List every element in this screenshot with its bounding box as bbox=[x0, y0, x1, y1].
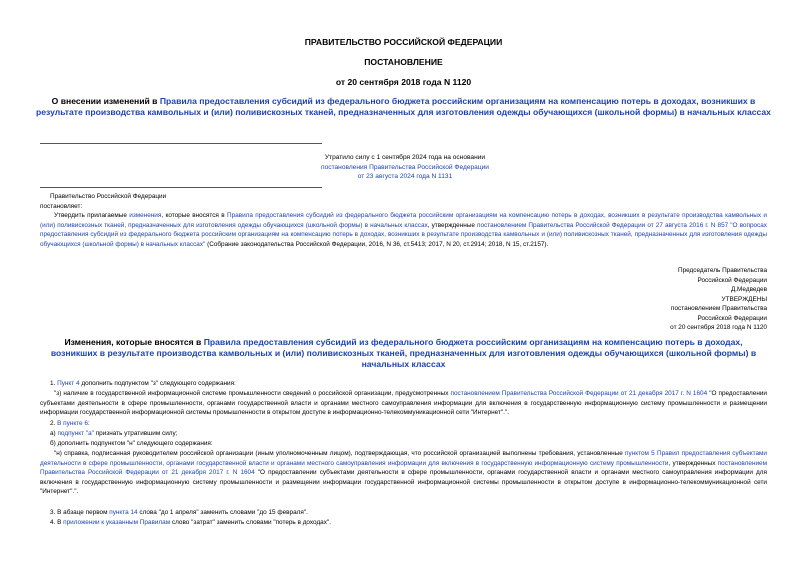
text: "О предоставлении субъектами деятельности в сфере промышленности, органами государственной власти и органами местного самоуправления информации для включения в государственную информационную систему промышленности и размещении информации государственной информационной системы промышленности в открытом доступе в информационно-телекоммуникационной сети "Интернет".". bbox=[40, 469, 767, 496]
approved-date: от 20 сентября 2018 года N 1120 bbox=[670, 324, 767, 331]
repeal-notice bbox=[200, 153, 610, 182]
doc-type-heading: ПОСТАНОВЛЕНИЕ bbox=[364, 57, 443, 67]
repeal-decree-date-link[interactable]: от 23 августа 2024 года N 1131 bbox=[357, 173, 453, 180]
text: 3. В абзаце первом bbox=[50, 509, 110, 516]
repeal-decree-link[interactable]: постановления Правительства Российской Федерации bbox=[321, 163, 489, 171]
item-3 bbox=[50, 508, 308, 518]
signer-role-country: Российской Федерации bbox=[697, 276, 767, 284]
point-4-link[interactable]: Пункт 4 bbox=[57, 380, 80, 387]
separator-line bbox=[40, 187, 322, 188]
rules-link[interactable]: Правила предоставления субсидий из федерального бюджета российским организациям на компенсацию потерь в доходах, возникших в результате производства камвольных и (или) поливискозных тканей, предназначенных для изготовления одежды обучающихся (школьной формы) в начальных классах bbox=[50, 337, 757, 369]
document-title bbox=[30, 96, 777, 118]
point-14-link[interactable]: пункта 14 bbox=[109, 509, 138, 516]
appendix-link[interactable]: приложении к указанным Правилам bbox=[63, 519, 171, 526]
rules-link[interactable]: Правила предоставления субсидий из федерального бюджета российским организациям на компенсацию потерь в доходах, возникших в результате производства камвольных и (или) поливискозных тканей, предназначенных для изготовления одежды обучающихся (школьной формы) в начальных классах bbox=[36, 96, 771, 117]
signer-role: Председатель Правительства bbox=[678, 267, 767, 274]
preamble-government: Правительство Российской Федерации bbox=[50, 193, 167, 200]
text: дополнить подпунктом "з" следующего содержания: bbox=[79, 380, 236, 387]
subpoint-z bbox=[40, 389, 767, 418]
text: (Собрание законодательства Российской Федерации, 2016, N 36, ст.5413; 2017, N 20, ст.2914; 2018, N 15, ст.2157). bbox=[205, 240, 549, 248]
item-4 bbox=[50, 518, 331, 528]
subpoint-n bbox=[40, 449, 767, 497]
subpoint-a-link[interactable]: подпункт "а" bbox=[57, 430, 94, 437]
text: , утвержденные bbox=[427, 221, 478, 229]
item-2 bbox=[50, 419, 90, 429]
text: слово "затрат" заменить словами "потерь в доходах". bbox=[170, 519, 331, 526]
signature-block bbox=[670, 266, 767, 333]
text: "н) справка, подписанная руководителем российской организации (иным уполномоченным лицом), подтверждающая, что российской организацией выполнены требования, установленные bbox=[54, 450, 626, 457]
text: , которые вносятся в bbox=[161, 212, 227, 219]
decree-1604-link[interactable]: постановлением Правительства Российской Федерации от 21 декабря 2017 г. N 1604 bbox=[40, 459, 767, 477]
item-number: 1. bbox=[50, 380, 58, 387]
separator-line bbox=[40, 143, 322, 144]
text: "з) наличие в государственной информационной системе промышленности сведений о российской организации, предусмотренных bbox=[54, 390, 451, 397]
org-heading: ПРАВИТЕЛЬСТВО РОССИЙСКОЙ ФЕДЕРАЦИИ bbox=[304, 37, 503, 47]
date-number-heading: от 20 сентября 2018 года N 1120 bbox=[335, 77, 472, 87]
approved-by-country: Российской Федерации bbox=[697, 314, 767, 322]
item-1 bbox=[50, 379, 236, 389]
changes-link[interactable]: изменения bbox=[129, 212, 162, 219]
point-6-link[interactable]: В пункте 6 bbox=[57, 420, 88, 427]
text: , утвержденных bbox=[668, 459, 718, 467]
decree-1604-link[interactable]: постановлением Правительства Российской Федерации от 21 декабря 2017 г. N 1604 bbox=[450, 390, 708, 397]
changes-title-prefix: Изменения, которые вносятся в bbox=[64, 337, 204, 347]
text: "О предоставлении субъектами деятельности в сфере промышленности, органами государственной власти и органами местного самоуправления информации для включения в государственную информационную систему промышленности и размещении информации государственной информационной системы промышленности в открытом доступе в информационно-телекоммуникационной сети "Интернет".". bbox=[40, 390, 767, 417]
text: слова "до 1 апреля" заменить словами "до 15 февраля". bbox=[137, 509, 308, 516]
decree-857-link[interactable]: постановлением Правительства Российской Федерации от 27 августа 2016 г. N 857 "О вопросах предоставления субсидий из федерального бюджета российским организациям на компенсацию потерь в доходах, возникших в результате производства камвольных и (или) поливискозных тканей, предназначенных для изготовления одежды обучающихся (школьной формы) в начальных классах" bbox=[40, 221, 767, 248]
approved-label: УТВЕРЖДЕНЫ bbox=[721, 295, 767, 303]
preamble-decrees: постановляет: bbox=[40, 203, 83, 210]
text: : bbox=[87, 420, 90, 427]
approved-by-line: постановлением Правительства bbox=[671, 305, 767, 312]
repeal-notice-line: Утратило силу с 1 сентября 2024 года на основании bbox=[324, 154, 486, 161]
text: 4. В bbox=[50, 519, 64, 526]
text: признать утратившим силу; bbox=[93, 430, 178, 437]
main-paragraph bbox=[40, 211, 767, 249]
subpoint-b: б) дополнить подпунктом "н" следующего содержания: bbox=[50, 440, 213, 447]
rules-link[interactable]: Правила предоставления субсидий из федерального бюджета российским организациям на компенсацию потерь в доходах, возникших в результате производства камвольных и (или) поливискозных тканей, предназначенных для изготовления одежды обучающихся (школьной формы) в начальных классах bbox=[40, 212, 767, 229]
item-number: 2. bbox=[50, 420, 58, 427]
signer-name: Д.Медведев bbox=[730, 286, 767, 293]
changes-title bbox=[45, 337, 762, 370]
text: а) bbox=[50, 430, 58, 437]
subpoint-a bbox=[50, 429, 178, 439]
title-prefix: О внесении изменений в bbox=[51, 96, 160, 106]
point-5-rules-link[interactable]: пунктом 5 Правил предоставления субъектами деятельности в сфере промышленности, органами государственной власти и органами местного самоуправления информации для включения в государственную информационную систему промышленности bbox=[40, 450, 767, 467]
text: Утвердить прилагаемые bbox=[54, 212, 130, 219]
